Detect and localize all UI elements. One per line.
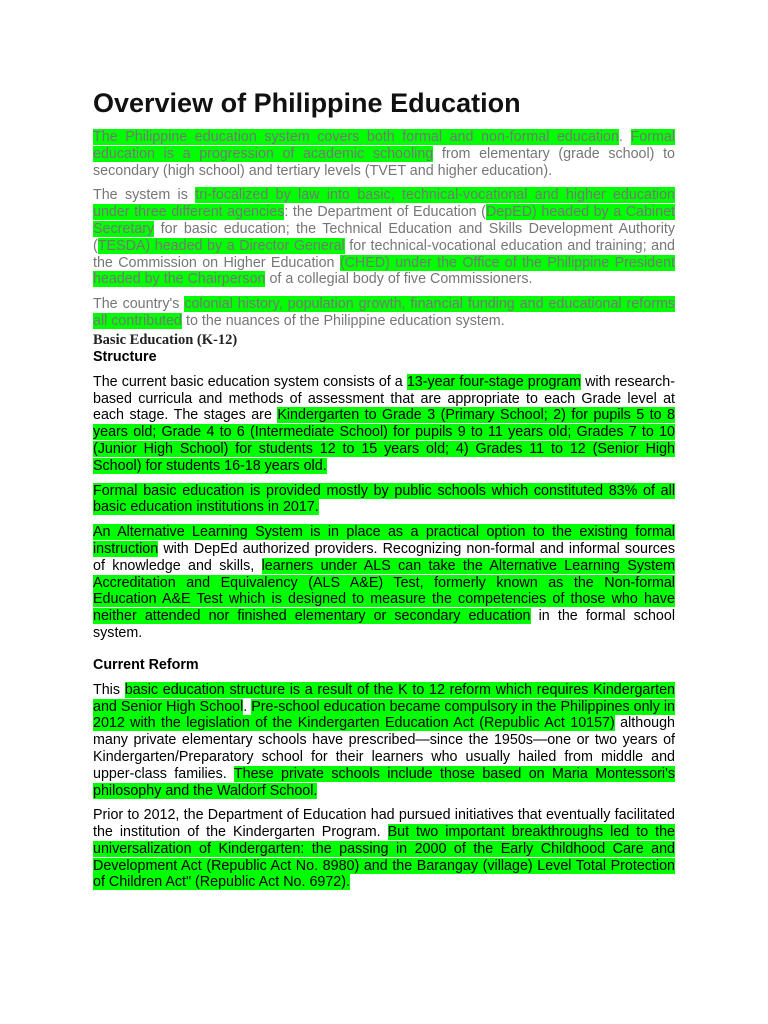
text-run: The system is — [93, 187, 196, 204]
document-body — [93, 86, 675, 899]
intro-paragraph-1 — [93, 129, 675, 179]
text-run: The country's — [93, 296, 185, 313]
current-reform-heading: Current Reform — [93, 656, 199, 673]
text-run: although many private elementary schools have prescribed—since the 1950s—one or two years of Kindergarten/Preparatory school for their learners who usually hailed from middle and upper-class families. — [93, 715, 676, 782]
highlighted-text: These private schools include those based on Maria Montessori's philosophy and the Waldorf School. — [93, 765, 675, 799]
structure-paragraph-1 — [93, 374, 675, 475]
text-run: Prior to 2012, the Department of Education had pursued initiatives that eventually facilitated the institution of the Kindergarten Program. — [93, 807, 675, 841]
text-run: to the nuances of the Philippine education system. — [182, 312, 505, 329]
text-run: of a collegial body of five Commissioners. — [265, 271, 533, 288]
highlighted-text: learners under ALS can take the Alternative Learning System Accreditation and Equivalency (ALS A&E) Test, formerly known as the Non-formal Education A&E Test which is designed to measure the competencies of those who have neither attended nor finished elementary or secondary education — [93, 557, 675, 625]
highlighted-text: Formal basic education is provided mostly by public schools which constituted 83% of all basic education institutions in 2017. — [93, 482, 675, 516]
intro-paragraph-2 — [93, 187, 675, 288]
highlighted-text: tri-focalized by law into basic, technical-vocational and higher education — [195, 187, 676, 204]
text-run: with research-based curricula and methods of assessment that are appropriate to each Grade level at each stage. The stages are — [93, 373, 675, 424]
highlighted-text: 13-year four-stage program — [406, 373, 582, 390]
highlighted-text: (CHED) under the Office of the Philippine President headed by the Chairperson — [93, 254, 675, 288]
highlighted-text: Formal education is a progression of academic schooling — [93, 129, 676, 162]
structure-heading: Structure — [93, 348, 157, 365]
reform-paragraph-1 — [93, 682, 675, 800]
intro-paragraph-3 — [93, 296, 675, 330]
text-run: for basic education; the Technical Education and Skills Development Authority ( — [93, 220, 675, 254]
structure-paragraph-2 — [93, 483, 675, 517]
text-run: : the Department of Education ( — [284, 204, 486, 221]
highlighted-text: under three different agencies — [93, 204, 285, 221]
highlighted-text: DepED) headed by a Cabinet Secretary — [93, 204, 675, 237]
highlighted-text: The Philippine education system covers both formal and non-formal education — [93, 129, 619, 145]
text-run: The current basic education system consists of a — [93, 373, 407, 390]
highlighted-text: colonial history, population growth, financial funding and educational reforms all contributed — [93, 296, 676, 329]
text-run: in the formal school system. — [93, 608, 675, 641]
text-run: with DepEd authorized providers. Recognizing non-formal and informal sources of knowledge and skills, — [93, 540, 675, 574]
text-run: from elementary (grade school) to secondary (high school) and tertiary levels (TVET and higher education). — [93, 145, 675, 179]
highlighted-text: TESDA) headed by a Director General — [97, 237, 345, 254]
reform-paragraph-2 — [93, 807, 675, 891]
highlighted-text: Kindergarten to Grade 3 (Primary School; 2) for pupils 5 to 8 years old; Grade 4 to 6 (Intermediate School) for pupils 9 to 11 years old; Grades 7 to 10 (Junior High School) for students 12 to 15 years old; 4) Grades 11 to 12 (Senior High School) for students 16-18 years old. — [93, 407, 675, 474]
highlighted-text: Pre-school education became compulsory in the Philippines only in 2012 with the legislation of the Kindergarten Education Act (Republic Act 10157) — [93, 698, 675, 732]
text-run: for technical-vocational education and training; and the Commission on Higher Education — [93, 237, 675, 271]
highlighted-text: basic education structure is a result of the K to 12 reform which requires Kindergarten and Senior High School — [93, 681, 675, 715]
page-title: Overview of Philippine Education — [93, 88, 521, 118]
text-run: . — [243, 698, 252, 715]
highlighted-text: An Alternative Learning System is in place as a practical option to the existing formal instruction — [93, 524, 675, 557]
structure-paragraph-3 — [93, 524, 675, 642]
basic-education-heading: Basic Education (K-12) — [93, 331, 238, 348]
highlighted-text: But two important breakthroughs led to the universalization of Kindergarten: the passing in 2000 of the Early Childhood Care and Development Act (Republic Act No. 8980) and the Barangay (village) Level Total Protection of Children Act" (Republic Act No. 6972). — [93, 824, 675, 891]
text-run: . — [618, 129, 631, 145]
text-run: This — [93, 681, 125, 698]
